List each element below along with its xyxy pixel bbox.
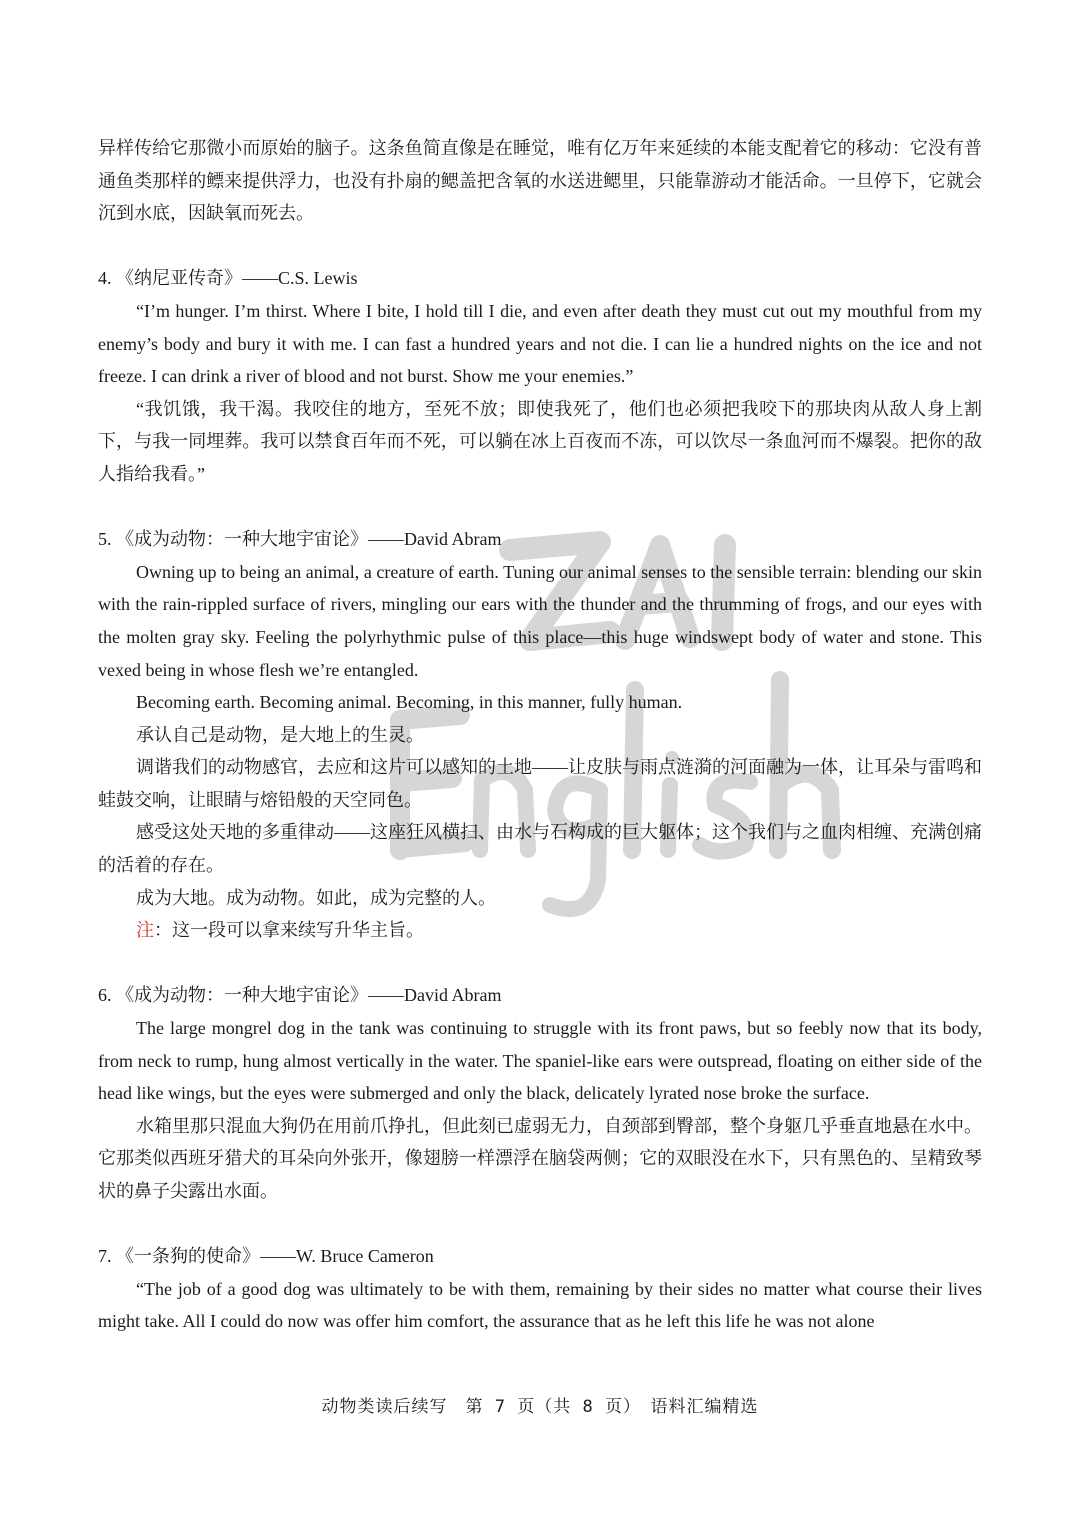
quote-chinese: “我饥饿，我干渴。我咬住的地方，至死不放；即使我死了，他们也必须把我咬下的那块肉从敌人身上割下，与我一同埋葬。我可以禁食百年而不死，可以躺在冰上百夜而不冻，可以饮尽一条血河而不爆裂。把你的敌人指给我看。”: [98, 398, 982, 484]
section-6: [98, 979, 982, 1207]
quote-english: “The job of a good dog was ultimately to be with them, remaining by their sides no matter what course their lives might take. All I could do now was offer him comfort, the assurance that as he left this life he was not alone: [98, 1278, 982, 1332]
section-gap: [98, 947, 982, 980]
quote-chinese: 承认自己是动物，是大地上的生灵。: [136, 724, 424, 745]
quote-english: Becoming earth. Becoming animal. Becoming, in this manner, fully human.: [136, 692, 683, 713]
section-heading: 5. 《成为动物：一种大地宇宙论》——David Abram: [98, 529, 502, 550]
intro-paragraph: 异样传给它那微小而原始的脑子。这条鱼简直像是在睡觉，唯有亿万年来延续的本能支配着它的移动：它没有普通鱼类那样的鳔来提供浮力，也没有扑扇的鳃盖把含氧的水送进鳃里，只能靠游动才能活命。一旦停下，它就会沉到水底，因缺氧而死去。: [98, 138, 982, 224]
quote-english: The large mongrel dog in the tank was continuing to struggle with its front paws, but so feebly now that its body, from neck to rump, hung almost vertically in the water. The spaniel-like ears were outspread, floating on either side of the head like wings, but the eyes were submerged and only the black, delicately lyrated nose broke the surface.: [98, 1018, 982, 1104]
section-7: [98, 1240, 982, 1338]
page-footer: 动物类读后续写 第 7 页（共 8 页） 语料汇编精选: [321, 1397, 759, 1417]
section-heading: 7. 《一条狗的使命》——W. Bruce Cameron: [98, 1246, 434, 1267]
section-gap: [98, 1208, 982, 1241]
document-body: [98, 132, 982, 1338]
section-4: [98, 262, 982, 490]
section-5: [98, 523, 982, 947]
note-label: 注: [136, 920, 154, 941]
quote-chinese: 调谐我们的动物感官，去应和这片可以感知的土地——让皮肤与雨点涟漪的河面融为一体，让耳朵与雷鸣和蛙鼓交响，让眼睛与熔铅般的天空同色。: [98, 757, 982, 810]
section-gap: [98, 491, 982, 524]
note: [98, 914, 982, 947]
section-heading: 4. 《纳尼亚传奇》——C.S. Lewis: [98, 268, 358, 289]
quote-chinese: 感受这处天地的多重律动——这座狂风横扫、由水与石构成的巨大躯体；这个我们与之血肉相缠、充满创痛的活着的存在。: [98, 822, 982, 876]
quote-chinese: 成为大地。成为动物。如此，成为完整的人。: [136, 887, 496, 908]
quote-english: “I’m hunger. I’m thirst. Where I bite, I hold till I die, and even after death they must cut out my mouthful from my enemy’s body and bury it with me. I can fast a hundred years and not die. I can lie a hundred nights on the ice and not freeze. I can drink a river of blood and not burst. Show me your enemies.”: [98, 300, 982, 387]
note-text: ：这一段可以拿来续写升华主旨。: [154, 920, 424, 941]
quote-chinese: 水箱里那只混血大狗仍在用前爪挣扎，但此刻已虚弱无力，自颈部到臀部，整个身躯几乎垂直地悬在水中。它那类似西班牙猎犬的耳朵向外张开，像翅膀一样漂浮在脑袋两侧；它的双眼没在水下，只有黑色的、呈精致琴状的鼻子尖露出水面。: [98, 1115, 982, 1201]
quote-english: Owning up to being an animal, a creature of earth. Tuning our animal senses to the sensible terrain: blending our skin with the rain-rippled surface of rivers, mingling our ears with the thunder and the thrumming of frogs, and our eyes with the molten gray sky. Feeling the polyrhythmic pulse of this place—this huge windswept body of water and stone. This vexed being in whose flesh we’re entangled.: [98, 561, 982, 680]
section-gap: [98, 230, 982, 263]
section-heading: 6. 《成为动物：一种大地宇宙论》——David Abram: [98, 985, 502, 1006]
